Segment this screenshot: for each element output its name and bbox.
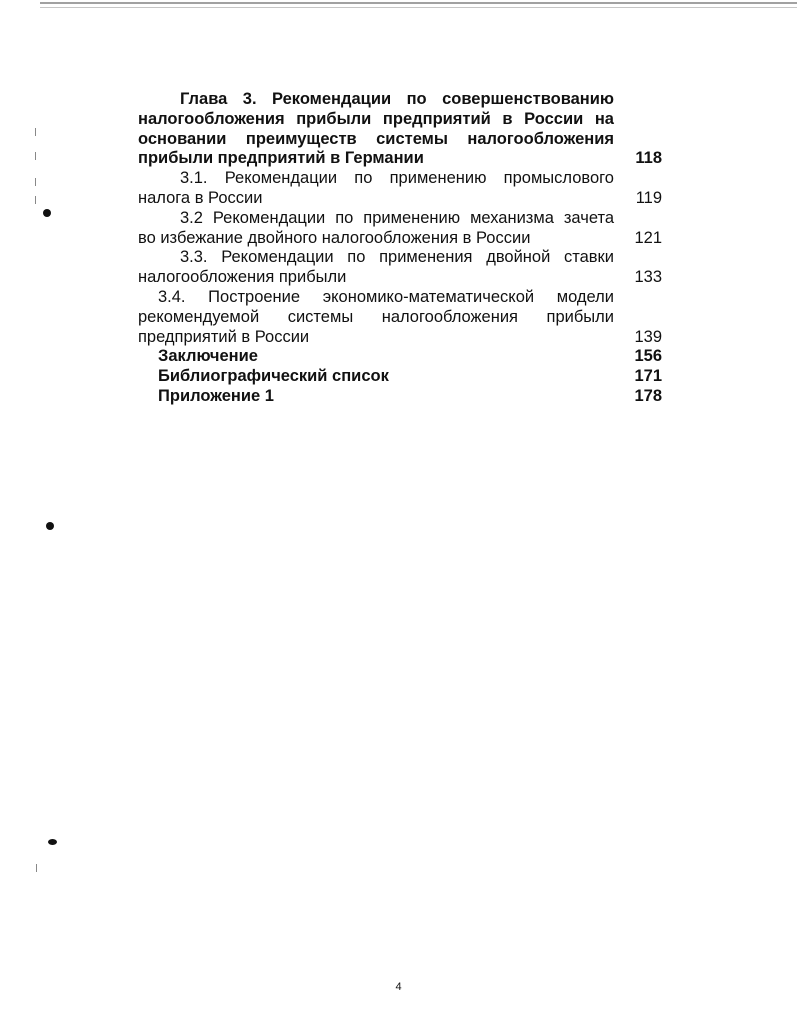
- toc-entry-text: основании преимуществ системы налогообложения: [138, 129, 614, 148]
- toc-page-number: 121: [634, 228, 662, 247]
- toc-page-number: 139: [634, 327, 662, 346]
- toc-entry-3-3: [138, 248, 662, 288]
- toc-entry-text: Приложение 1: [158, 386, 274, 405]
- toc-entry-text: 3.4. Построение экономико-математической модели: [158, 287, 614, 306]
- toc-page-number: 171: [634, 367, 662, 386]
- table-of-contents: [138, 90, 662, 407]
- scan-edge-line: [40, 2, 797, 8]
- scan-artifact: [35, 196, 36, 204]
- toc-entry-text: прибыли предприятий в Германии: [138, 149, 424, 168]
- toc-page-number: 156: [634, 347, 662, 366]
- scan-artifact: [36, 864, 37, 872]
- toc-entry-text: налога в России: [138, 188, 263, 207]
- toc-entry-text: Глава 3. Рекомендации по совершенствованию: [180, 90, 614, 108]
- toc-page-number: 119: [635, 188, 662, 207]
- toc-entry-text: 3.1. Рекомендации по применению промыслового: [180, 169, 614, 188]
- toc-entry-chapter-3: [138, 90, 662, 169]
- toc-entry-conclusion: [138, 347, 662, 367]
- scan-artifact: [35, 128, 36, 136]
- toc-entry-bibliography: [138, 367, 662, 387]
- toc-entry-text: во избежание двойного налогообложения в России: [138, 228, 531, 247]
- scan-artifact: [35, 152, 36, 160]
- binding-hole-mark: [46, 522, 54, 530]
- toc-entry-3-1: [138, 169, 662, 209]
- toc-entry-text: Заключение: [158, 347, 258, 366]
- toc-entry-text: предприятий в России: [138, 327, 310, 346]
- toc-entry-3-4: [138, 288, 662, 347]
- toc-entry-text: налогообложения прибыли предприятий в России на: [138, 109, 614, 128]
- toc-entry-3-2: [138, 209, 662, 249]
- toc-page-number: 178: [634, 386, 662, 405]
- toc-entry-appendix-1: [138, 387, 662, 407]
- toc-entry-text: Библиографический список: [158, 367, 389, 386]
- binding-hole-mark: [43, 209, 51, 217]
- toc-entry-text: рекомендуемой системы налогообложения прибыли: [138, 307, 614, 326]
- binding-hole-mark: [48, 839, 57, 845]
- page-number: 4: [395, 981, 402, 993]
- toc-entry-text: 3.3. Рекомендации по применения двойной ставки: [180, 248, 614, 267]
- toc-page-number: 118: [635, 149, 662, 168]
- scan-artifact: [35, 178, 36, 186]
- toc-entry-text: налогообложения прибыли: [138, 268, 347, 287]
- toc-entry-text: 3.2 Рекомендации по применению механизма зачета: [180, 208, 614, 227]
- toc-page-number: 133: [634, 268, 662, 287]
